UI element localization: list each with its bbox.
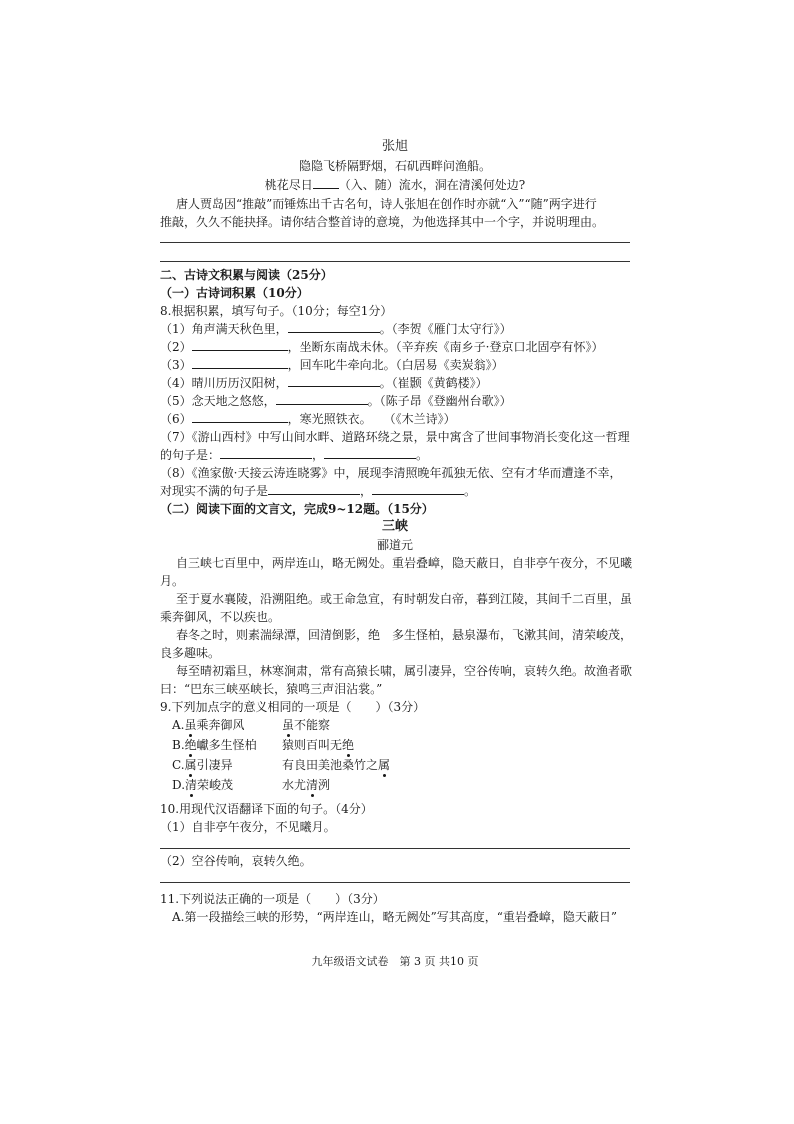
fill-item-3: （3） ，回车叱牛牵向北。（白居易《卖炭翁》）: [160, 358, 504, 372]
question-11-stem: 11.下列说法正确的一项是（ ）（3分）: [160, 892, 385, 906]
poem-title: 张旭: [381, 139, 408, 154]
answer-line[interactable]: [160, 242, 630, 243]
fill-blank[interactable]: [192, 338, 288, 351]
choice-option-a[interactable]: A.第一段描绘三峡的形势，“两岸连山，略无阙处”写其高度，“重岩叠嶂，隐天蔽日”: [172, 910, 618, 924]
section-heading: 二、古诗文积累与阅读（25分）: [160, 268, 333, 282]
poem-question-line-2: 推敲，久久不能抉择。请你结合整首诗的意境，为他选择其中一个字，并说明理由。: [160, 215, 605, 229]
passage-p1-line-1: 自三峡七百里中，两岸连山，略无阙处。重岩叠嶂，隐天蔽日，自非亭午夜分，不见曦: [176, 556, 633, 570]
fill-blank[interactable]: [288, 374, 380, 387]
subsection-heading: （一）古诗词积累（10分）: [160, 286, 309, 300]
fill-blank[interactable]: [192, 410, 288, 423]
subsection-heading: （二）阅读下面的文言文，完成9~12题。（15分）: [160, 502, 434, 516]
fill-item-6: （6） ，寒光照铁衣。 （《木兰诗》）: [160, 412, 456, 426]
passage-author: 郦道元: [376, 538, 413, 552]
fill-blank[interactable]: [276, 392, 368, 405]
poem-line-2-pre: 桃花尽日: [264, 178, 313, 192]
answer-line[interactable]: [160, 261, 630, 262]
dotted-char: 绝: [184, 738, 197, 752]
passage-p4-line-1: 每至晴初霜旦，林寒涧肃，常有高猿长啸，属引凄异，空谷传响，哀转久绝。故渔者歌: [176, 664, 633, 678]
passage-p3-line-2: 良多趣味。: [160, 646, 221, 660]
poem-line-2-post: （入、随）流水，洞在清溪何处边?: [338, 178, 526, 192]
dotted-char: 清: [185, 778, 198, 792]
fill-item-4: （4）晴川历历汉阳树， 。（崔颢《黄鹤楼》）: [160, 376, 488, 390]
fill-item-7-line-1: （7）《游山西村》中写山间水畔、道路环绕之景，景中寓含了世间事物消长变化这一哲理: [160, 430, 630, 444]
answer-line[interactable]: [160, 848, 630, 849]
passage-p4-line-2: 曰：“巴东三峡巫峡长，猿鸣三声泪沾裳。”: [160, 682, 383, 696]
fill-blank[interactable]: [220, 446, 312, 459]
answer-line[interactable]: [160, 882, 630, 883]
question-10-sentence-1: （1）自非亭午夜分，不见曦月。: [160, 820, 336, 834]
passage-p2-line-1: 至于夏水襄陵，沿溯阻绝。或王命急宣，有时朝发白帝，暮到江陵，其间千二百里，虽: [176, 592, 633, 606]
dotted-char: 属: [378, 758, 391, 772]
passage-p1-line-2: 月。: [160, 574, 185, 588]
choice-option-b[interactable]: B.绝巘多生怪柏 猿则百叫无绝: [172, 738, 355, 752]
question-10-stem: 10.用现代汉语翻译下面的句子。（4分）: [160, 802, 373, 816]
poem-line-2: [160, 176, 630, 194]
fill-item-8-line-1: （8）《渔家傲·天接云涛连晓雾》中，展现李清照晚年孤独无依、空有才华而遭逢不幸，: [160, 466, 622, 480]
fill-item-7-line-2: 的句子是： ， 。: [160, 448, 429, 462]
page-footer: 九年级语文试卷 第 3 页 共10 页: [311, 955, 479, 968]
passage-p2-line-2: 乘奔御风，不以疾也。: [160, 610, 281, 624]
poem-question-line-1: 唐人贾岛因“推敲”而锤炼出千古名句，诗人张旭在创作时亦就“入”“随”两字进行: [176, 197, 597, 211]
fill-blank[interactable]: [192, 356, 288, 369]
choice-option-d[interactable]: D.清荣峻茂 水尤清洌: [172, 778, 331, 792]
dotted-char: 虽: [282, 718, 295, 732]
passage-p3-line-1: 春冬之时，则素湍绿潭，回清倒影，绝 多生怪柏，悬泉瀑布，飞漱其间，清荣峻茂，: [176, 628, 633, 642]
passage-title: 三峡: [381, 519, 408, 534]
dotted-char: 属: [184, 758, 197, 772]
fill-blank[interactable]: [268, 482, 360, 495]
fill-item-5: （5）念天地之悠悠， 。（陈子昂《登幽州台歌》）: [160, 394, 512, 408]
dotted-char: 绝: [342, 738, 355, 752]
fill-blank[interactable]: [324, 446, 416, 459]
question-10-sentence-2: （2）空谷传响，哀转久绝。: [160, 854, 312, 868]
question-9-stem: 9.下列加点字的意义相同的一项是（ ）（3分）: [160, 700, 426, 714]
fill-blank[interactable]: [288, 320, 380, 333]
choice-option-c[interactable]: C.属引凄异 有良田美池桑竹之属: [172, 758, 391, 772]
fill-item-8-line-2: 对现实不满的句子是 ， 。: [160, 484, 477, 498]
fill-item-2: （2） ，坐断东南战未休。（辛弃疾《南乡子·登京口北固亭有怀》）: [160, 340, 604, 354]
poem-blank[interactable]: [313, 176, 339, 189]
poem-line-1: 隐隐飞桥隔野烟，石矶西畔问渔船。: [298, 159, 491, 173]
choice-option-a[interactable]: A.虽乘奔御风 虽不能察: [172, 718, 331, 732]
fill-item-1: （1）角声满天秋色里， 。（李贺《雁门太守行》）: [160, 322, 512, 336]
question-8-stem: 8.根据积累，填写句子。（10分；每空1分）: [160, 304, 393, 318]
fill-blank[interactable]: [372, 482, 464, 495]
dotted-char: 清: [306, 778, 319, 792]
dotted-char: 虽: [184, 718, 197, 732]
